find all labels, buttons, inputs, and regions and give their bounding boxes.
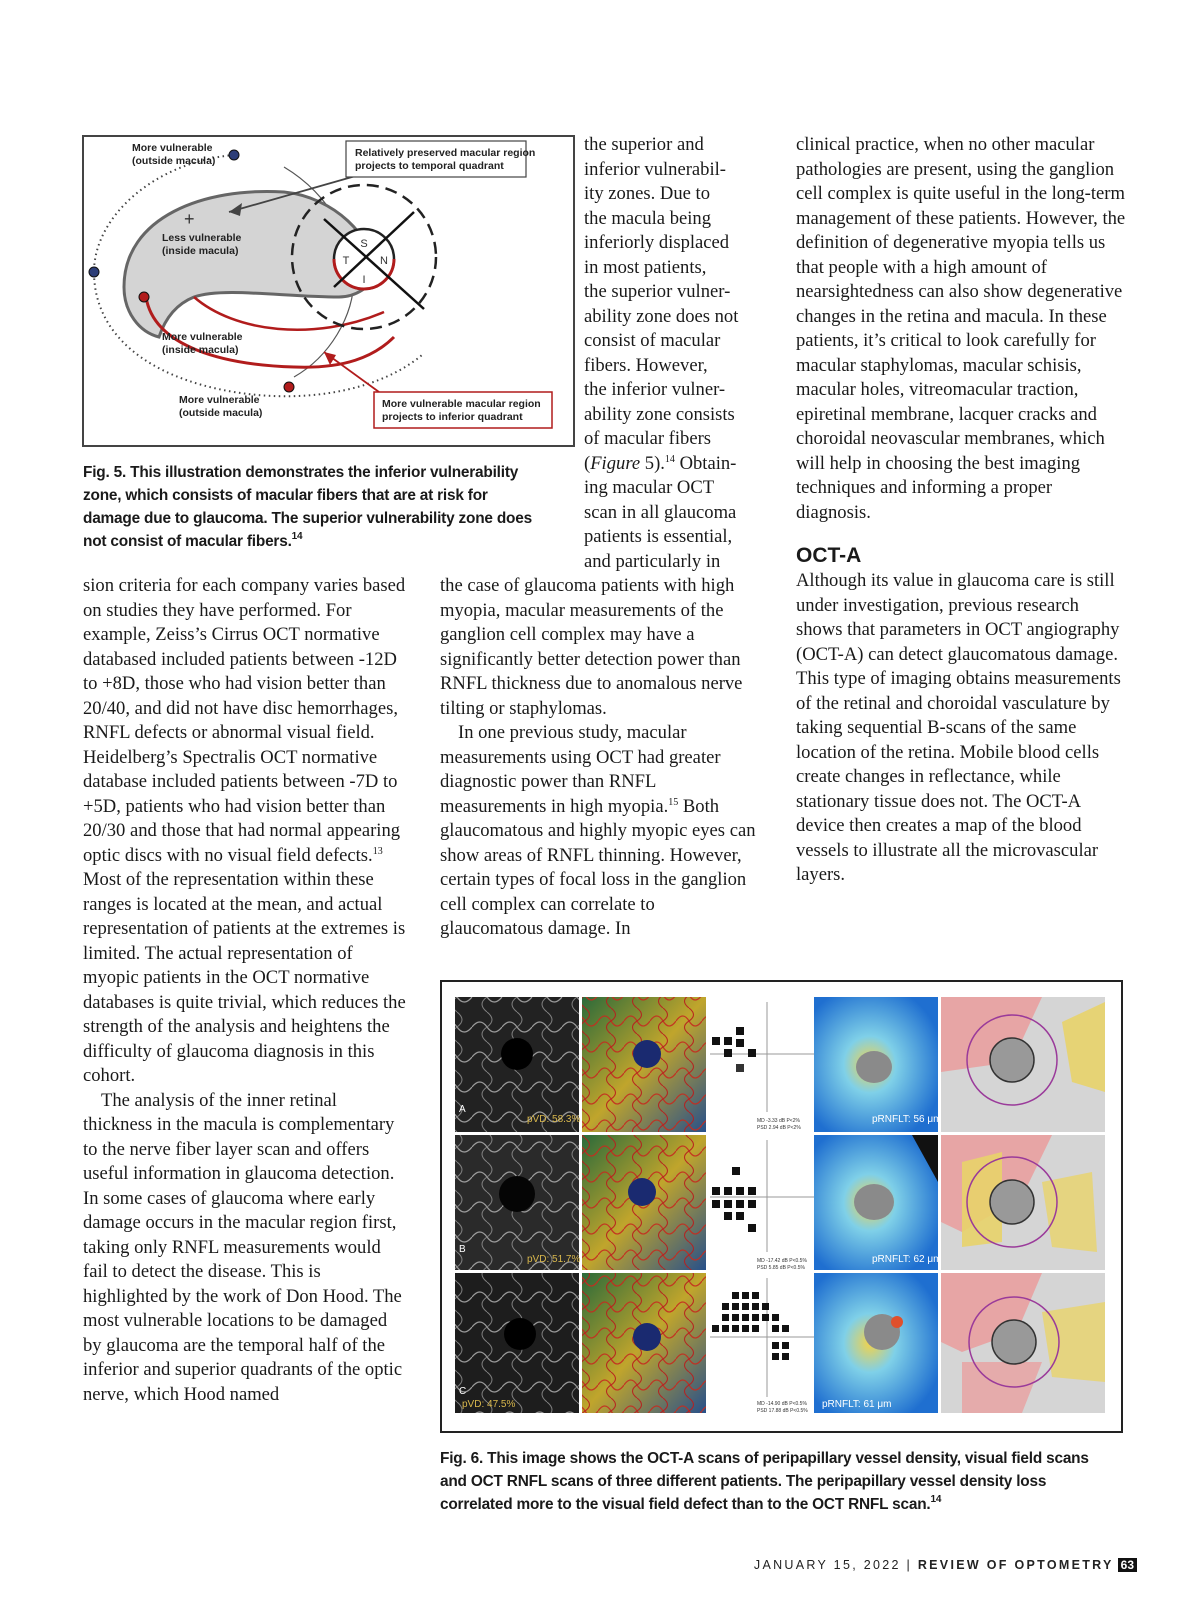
rnfl-disc-a <box>856 1051 892 1083</box>
optic-disc-map-a <box>633 1040 661 1068</box>
page-number: 63 <box>1118 1558 1137 1572</box>
rnfl-value-b: pRNFLT: 62 μm <box>872 1254 942 1265</box>
pvd-value-b: pVD: 51.7% <box>527 1254 581 1265</box>
paragraph: sion criteria for each company varies based on studies they have performed. For example, Zeiss’s Cirrus OCT normative databased included patients between -12D to +8D, those who had vision better than 20/40, and did not have disc hemorrhages, RNFL defects or abnormal visual field. Heidelberg’s Spectralis OCT normative database included patients between -7D to +5D, patients who had vision better than 20/30 and those that had normal appearing optic discs with no visual field defects.$^{13}$ Most of the representation within these ranges is located at the mean, and actual representation of patients at the extremes is limited. The actual representation of myopic patients in the OCT normative databases is quite trivial, which reduces the strength of the analysis and heightens the difficulty of glaucoma diagnosis in this cohort. <box>83 575 406 1086</box>
blue-marker-top <box>229 150 239 160</box>
paragraph: the case of glaucoma patients with high myopia, macular measurements of the ganglion cell complex may have a significantly better detection power than RNFL thickness due to anomalous nerve tilting or staphylomas. <box>440 575 743 719</box>
text-line: the superior vulner- <box>584 281 731 302</box>
inferior-inner-arc <box>194 297 384 330</box>
quadrant-i-label: I <box>362 274 366 286</box>
text-line: consist of macular <box>584 330 721 351</box>
reference-number: 14 <box>664 453 675 465</box>
text-line: of macular fibers <box>584 428 711 449</box>
label-more-vulnerable-outside-top: More vulnerable (outside macula) <box>132 142 216 167</box>
fig6-caption-line: Fig. 6. This image shows the OCT-A scans of peripapillary vessel density, visual field scans <box>440 1450 1089 1467</box>
reference-number: 15 <box>668 796 679 808</box>
issue-date: JANUARY 15, 2022 | <box>753 1558 918 1572</box>
text-line: inferiorly displaced <box>584 232 730 253</box>
paragraph: The analysis of the inner retinal thickness in the macula is complementary to the nerve fiber layer scan and offers useful information in glaucoma detection. In some cases of glaucoma where early damage occurs in the macular region first, taking only RNFL measurements would fail to detect the disease. This is highlighted by the work of Don Hood. The most vulnerable locations to be damaged by glaucoma are the temporal half of the inferior and superior quadrants of the optic nerve, which Hood named <box>83 1089 403 1405</box>
text-line: the inferior vulner- <box>584 379 726 400</box>
md-value-a: MD -3.33 dB P<2% <box>757 1118 800 1124</box>
section-heading: OCT-A <box>796 544 862 567</box>
fig6-caption-line: correlated more to the visual field defect than to the OCT RNFL scan.$^{14}$ <box>440 1494 942 1513</box>
text-line: inferior vulnerabil- <box>584 158 726 180</box>
label-more-vulnerable-macular-region: More vulnerable macular region projects to inferior quadrant <box>382 398 541 423</box>
md-value-b: MD -17.42 dB P<0.5% <box>757 1258 807 1264</box>
text-line: ability zone does not <box>584 305 739 327</box>
figure-6-caption <box>440 1447 1089 1516</box>
quadrant-t-label: T <box>342 255 350 267</box>
column-a-text <box>83 574 408 1407</box>
pvd-value-c: pVD: 47.5% <box>462 1399 516 1410</box>
text-line: (Figure 5).$^{14}$ Obtain- <box>584 452 737 474</box>
md-value-c: MD -14.90 dB P<0.5% <box>757 1401 807 1407</box>
psd-value-a: PSD 2.94 dB P<2% <box>757 1125 801 1131</box>
paragraph: Although its value in glaucoma care is still under investigation, previous research shows that parameters in OCT angiography (OCT-A) can detect glaucomatous damage. This type of imaging obtains measurements of the retinal and choroidal vasculature by taking sequential B-scans of the same location of the retina. Mobile blood cells create changes in reflectance, while stationary tissue does not. The OCT-A device then creates a map of the blood vessels to illustrate all the microvascular layers. <box>796 570 1121 885</box>
text-line: the superior and <box>584 134 704 155</box>
publication-name: REVIEW OF OPTOMETRY <box>917 1558 1114 1572</box>
pvd-value-a: pVD: 58.3% <box>527 1114 581 1125</box>
visual-field-c <box>710 1278 814 1414</box>
label-less-vulnerable-inside: Less vulnerable (inside macula) <box>162 232 242 257</box>
column-b-top-text <box>584 133 762 574</box>
reference-number: 13 <box>372 845 383 857</box>
row-label-a: A <box>459 1104 466 1115</box>
quadrant-n-label: N <box>380 255 388 267</box>
figure-reference-link: Figure <box>590 452 641 474</box>
text-line: ability zone consists <box>584 403 735 425</box>
row-label-c: C <box>459 1386 467 1397</box>
column-c-text <box>796 133 1126 888</box>
fig5-reference: 14 <box>291 531 303 542</box>
optic-disc-c <box>504 1318 536 1350</box>
row-a <box>455 997 1105 1132</box>
visual-field-b <box>710 1140 814 1271</box>
red-marker-bottom <box>284 382 294 392</box>
vulnerability-zone-diagram <box>84 137 573 445</box>
plus-sign: + <box>184 209 195 229</box>
column-b-mid-text <box>440 574 760 942</box>
rnfl-value-c: pRNFLT: 61 μm <box>822 1399 892 1410</box>
row-c <box>455 1273 1105 1414</box>
text-line: patients is essential, <box>584 526 733 547</box>
fig5-caption-line: Fig. 5. This illustration demonstrates the inferior vulnerability <box>83 464 519 481</box>
fig5-caption-line: not consist of macular fibers.$^{14}$ <box>83 531 303 550</box>
text-line: scan in all glaucoma <box>584 501 737 523</box>
paragraph: clinical practice, when no other macular pathologies are present, using the ganglion cell complex is quite useful in the long-term management of these patients. However, the definition of degenerative myopia tells us that people with a high amount of nearsightedness can also show degenerative changes in the retina and macula. In these patients, it’s critical to look carefully for macular staphylomas, macular schisis, macular holes, vitreomacular traction, epiretinal membrane, lacquer cracks and choroidal neovascular membranes, which will help in choosing the best imaging techniques and informing a proper diagnosis. <box>796 134 1126 523</box>
row-label-b: B <box>459 1244 466 1255</box>
optic-disc-b <box>499 1176 535 1212</box>
figure-6-image-grid <box>440 980 1123 1433</box>
rnfl-value-a: pRNFLT: 56 μm <box>872 1114 942 1125</box>
psd-value-c: PSD 17.88 dB P<0.5% <box>757 1408 808 1414</box>
text-line: ing macular OCT <box>584 477 715 498</box>
quadrant-s-label: S <box>360 238 368 250</box>
optic-disc-map-c <box>633 1323 661 1351</box>
paragraph: In one previous study, macular measurements using OCT had greater diagnostic power than RNFL measurements in high myopia.$^{15}$ Both glaucomatous and highly myopic eyes can show areas of RNFL thinning. However, certain types of focal loss in the ganglion cell complex can correlate to glaucomatous damage. In <box>440 722 756 939</box>
label-more-vulnerable-inside: More vulnerable (inside macula) <box>162 331 243 356</box>
text-line: fibers. However, <box>584 354 708 376</box>
fig6-reference: 14 <box>930 1494 942 1505</box>
optic-disc-map-b <box>628 1178 656 1206</box>
text-line: and particularly in <box>584 550 721 572</box>
red-marker-left <box>139 292 149 302</box>
fig6-caption-line: and OCT RNFL scans of three different patients. The peripapillary vessel density loss <box>440 1473 1047 1490</box>
fig5-caption-line: damage due to glaucoma. The superior vulnerability zone does <box>83 510 532 527</box>
text-line: ity zones. Due to <box>584 183 710 204</box>
label-relatively-preserved: Relatively preserved macular region projects to temporal quadrant <box>355 147 536 172</box>
row-b <box>455 1135 1105 1271</box>
fig5-caption-line: zone, which consists of macular fibers that are at risk for <box>83 487 488 504</box>
oct-scan-grid <box>442 982 1121 1431</box>
blue-marker-left <box>89 267 99 277</box>
figure-5-illustration <box>82 135 575 447</box>
psd-value-b: PSD 5.85 dB P<0.5% <box>757 1265 805 1271</box>
rnfl-disc-b <box>854 1184 894 1220</box>
optic-disc-a <box>501 1038 533 1070</box>
page-footer <box>754 1558 1137 1572</box>
label-more-vulnerable-outside-bottom: More vulnerable (outside macula) <box>179 394 263 419</box>
visual-field-a <box>710 1002 814 1131</box>
text-line: the macula being <box>584 207 712 229</box>
text-line: in most patients, <box>584 256 707 278</box>
figure-5-caption <box>83 461 532 553</box>
